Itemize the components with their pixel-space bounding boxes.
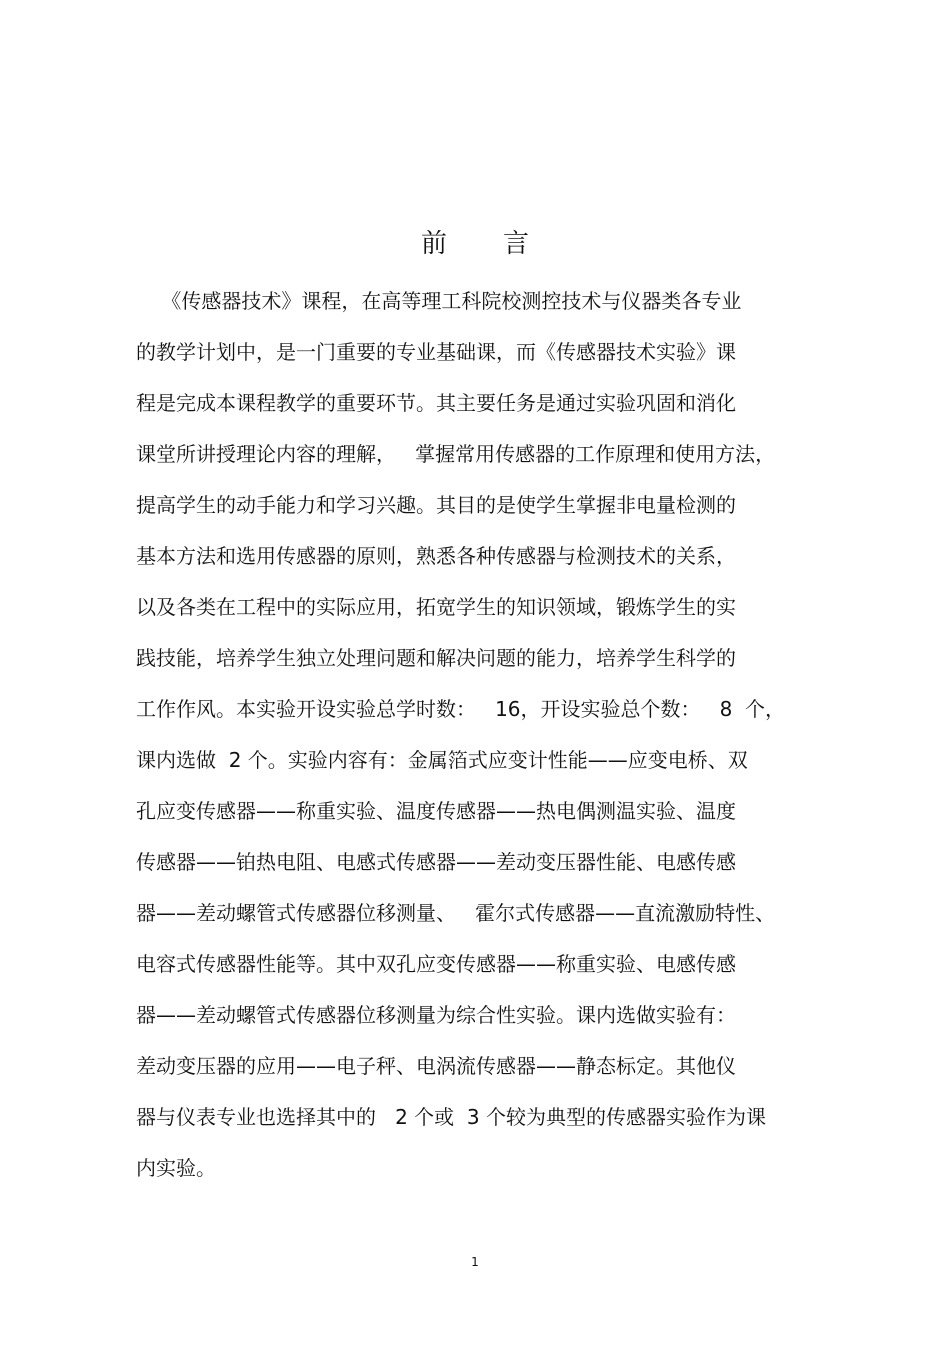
paragraph-line: 以及各类在工程中的实际应用，拓宽学生的知识领域，锻炼学生的实	[136, 595, 736, 619]
paragraph-line: 基本方法和选用传感器的原则，熟悉各种传感器与检测技术的关系，	[136, 544, 736, 568]
paragraph-line: 器——差动螺管式传感器位移测量、 霍尔式传感器——直流激励特性、	[136, 901, 776, 925]
page-number: 1	[471, 1255, 479, 1269]
paragraph-line: 的教学计划中，是一门重要的专业基础课，而《传感器技术实验》课	[136, 340, 736, 364]
page-title: 前言	[420, 229, 585, 259]
paragraph-line: 课堂所讲授理论内容的理解， 掌握常用传感器的工作原理和使用方法，	[136, 442, 776, 466]
paragraph-line: 践技能，培养学生独立处理问题和解决问题的能力，培养学生科学的	[136, 646, 736, 670]
paragraph-line: 传感器——铂热电阻、电感式传感器——差动变压器性能、电感传感	[136, 850, 736, 874]
paragraph-line: 电容式传感器性能等。其中双孔应变传感器——称重实验、电感传感	[136, 952, 736, 976]
paragraph-line: 提高学生的动手能力和学习兴趣。其目的是使学生掌握非电量检测的	[136, 493, 736, 517]
paragraph-line: 程是完成本课程教学的重要环节。其主要任务是通过实验巩固和消化	[136, 391, 736, 415]
paragraph-line: 器——差动螺管式传感器位移测量为综合性实验。课内选做实验有：	[136, 1003, 736, 1027]
paragraph-line: 《传感器技术》课程，在高等理工科院校测控技术与仪器类各专业	[136, 289, 742, 313]
paragraph-line: 课内选做 2 个。实验内容有：金属箔式应变计性能——应变电桥、双	[136, 748, 748, 772]
paragraph-line: 器与仪表专业也选择其中的 2 个或 3 个较为典型的传感器实验作为课	[136, 1105, 766, 1129]
paragraph-line: 工作作风。本实验开设实验总学时数： 16，开设实验总个数： 8 个，	[136, 697, 786, 721]
paragraph-line: 孔应变传感器——称重实验、温度传感器——热电偶测温实验、温度	[136, 799, 736, 823]
paragraph-line: 差动变压器的应用——电子秤、电涡流传感器——静态标定。其他仪	[136, 1054, 736, 1078]
paragraph-line: 内实验。	[136, 1156, 216, 1180]
